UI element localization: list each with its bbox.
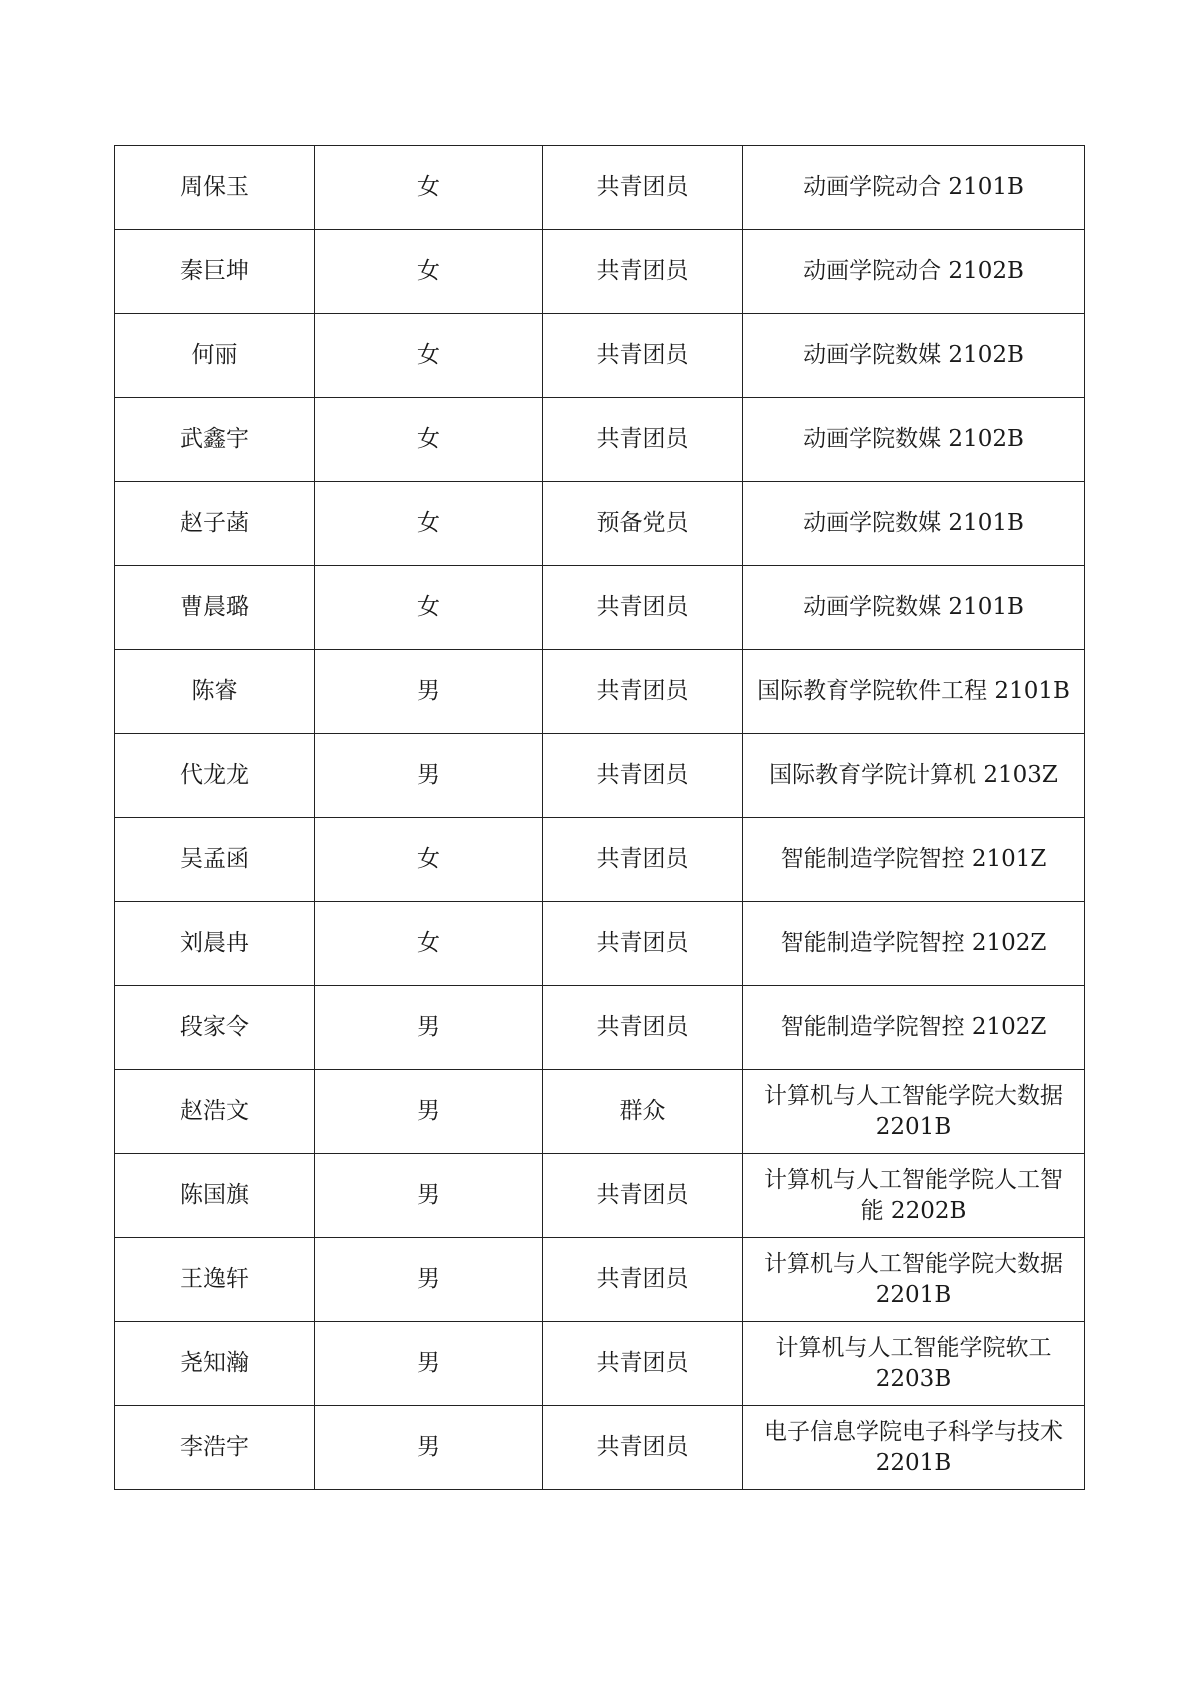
cell-gender: 女 bbox=[315, 146, 543, 230]
cell-political-status: 共青团员 bbox=[543, 230, 743, 314]
cell-name: 李浩宇 bbox=[115, 1406, 315, 1490]
cell-name: 尧知瀚 bbox=[115, 1322, 315, 1406]
cell-political-status: 共青团员 bbox=[543, 1238, 743, 1322]
cell-name: 赵浩文 bbox=[115, 1070, 315, 1154]
cell-gender: 女 bbox=[315, 482, 543, 566]
cell-political-status: 共青团员 bbox=[543, 650, 743, 734]
table-row bbox=[115, 230, 1085, 314]
cell-political-status: 共青团员 bbox=[543, 818, 743, 902]
table-row bbox=[115, 1154, 1085, 1238]
cell-name: 王逸轩 bbox=[115, 1238, 315, 1322]
cell-gender: 男 bbox=[315, 1322, 543, 1406]
cell-class: 电子信息学院电子科学与技术 2201B bbox=[743, 1406, 1085, 1490]
roster-table-body bbox=[115, 146, 1085, 1490]
cell-class: 动画学院数媒 2101B bbox=[743, 566, 1085, 650]
cell-political-status: 共青团员 bbox=[543, 398, 743, 482]
cell-gender: 女 bbox=[315, 230, 543, 314]
roster-table bbox=[114, 145, 1085, 1490]
cell-political-status: 群众 bbox=[543, 1070, 743, 1154]
cell-class: 计算机与人工智能学院软工 2203B bbox=[743, 1322, 1085, 1406]
table-row bbox=[115, 1238, 1085, 1322]
cell-political-status: 共青团员 bbox=[543, 314, 743, 398]
cell-name: 代龙龙 bbox=[115, 734, 315, 818]
cell-class: 计算机与人工智能学院大数据 2201B bbox=[743, 1238, 1085, 1322]
cell-class: 国际教育学院软件工程 2101B bbox=[743, 650, 1085, 734]
cell-name: 秦巨坤 bbox=[115, 230, 315, 314]
cell-gender: 男 bbox=[315, 1406, 543, 1490]
table-row bbox=[115, 398, 1085, 482]
cell-name: 曹晨璐 bbox=[115, 566, 315, 650]
table-row bbox=[115, 734, 1085, 818]
cell-name: 何丽 bbox=[115, 314, 315, 398]
cell-political-status: 共青团员 bbox=[543, 1154, 743, 1238]
cell-gender: 女 bbox=[315, 566, 543, 650]
cell-class: 国际教育学院计算机 2103Z bbox=[743, 734, 1085, 818]
table-row bbox=[115, 146, 1085, 230]
cell-gender: 女 bbox=[315, 902, 543, 986]
cell-name: 陈睿 bbox=[115, 650, 315, 734]
cell-class: 动画学院动合 2102B bbox=[743, 230, 1085, 314]
cell-class: 动画学院数媒 2102B bbox=[743, 314, 1085, 398]
table-row bbox=[115, 902, 1085, 986]
cell-class: 智能制造学院智控 2102Z bbox=[743, 902, 1085, 986]
cell-political-status: 共青团员 bbox=[543, 1322, 743, 1406]
cell-name: 段家令 bbox=[115, 986, 315, 1070]
cell-name: 吴孟函 bbox=[115, 818, 315, 902]
cell-political-status: 预备党员 bbox=[543, 482, 743, 566]
cell-political-status: 共青团员 bbox=[543, 902, 743, 986]
table-row bbox=[115, 314, 1085, 398]
cell-name: 周保玉 bbox=[115, 146, 315, 230]
cell-gender: 男 bbox=[315, 734, 543, 818]
cell-gender: 女 bbox=[315, 314, 543, 398]
cell-gender: 女 bbox=[315, 818, 543, 902]
table-row bbox=[115, 1322, 1085, 1406]
cell-class: 智能制造学院智控 2102Z bbox=[743, 986, 1085, 1070]
cell-class: 动画学院动合 2101B bbox=[743, 146, 1085, 230]
cell-class: 计算机与人工智能学院人工智能 2202B bbox=[743, 1154, 1085, 1238]
cell-gender: 男 bbox=[315, 650, 543, 734]
cell-gender: 男 bbox=[315, 1238, 543, 1322]
cell-political-status: 共青团员 bbox=[543, 146, 743, 230]
table-row bbox=[115, 650, 1085, 734]
cell-gender: 男 bbox=[315, 986, 543, 1070]
table-row bbox=[115, 1070, 1085, 1154]
cell-name: 刘晨冉 bbox=[115, 902, 315, 986]
table-row bbox=[115, 566, 1085, 650]
cell-political-status: 共青团员 bbox=[543, 566, 743, 650]
cell-name: 赵子菡 bbox=[115, 482, 315, 566]
cell-name: 陈国旗 bbox=[115, 1154, 315, 1238]
cell-gender: 男 bbox=[315, 1070, 543, 1154]
cell-class: 动画学院数媒 2102B bbox=[743, 398, 1085, 482]
table-row bbox=[115, 818, 1085, 902]
cell-class: 动画学院数媒 2101B bbox=[743, 482, 1085, 566]
cell-political-status: 共青团员 bbox=[543, 1406, 743, 1490]
cell-political-status: 共青团员 bbox=[543, 734, 743, 818]
cell-gender: 女 bbox=[315, 398, 543, 482]
cell-class: 智能制造学院智控 2101Z bbox=[743, 818, 1085, 902]
cell-political-status: 共青团员 bbox=[543, 986, 743, 1070]
cell-class: 计算机与人工智能学院大数据 2201B bbox=[743, 1070, 1085, 1154]
table-row bbox=[115, 482, 1085, 566]
cell-gender: 男 bbox=[315, 1154, 543, 1238]
table-row bbox=[115, 986, 1085, 1070]
cell-name: 武鑫宇 bbox=[115, 398, 315, 482]
table-row bbox=[115, 1406, 1085, 1490]
